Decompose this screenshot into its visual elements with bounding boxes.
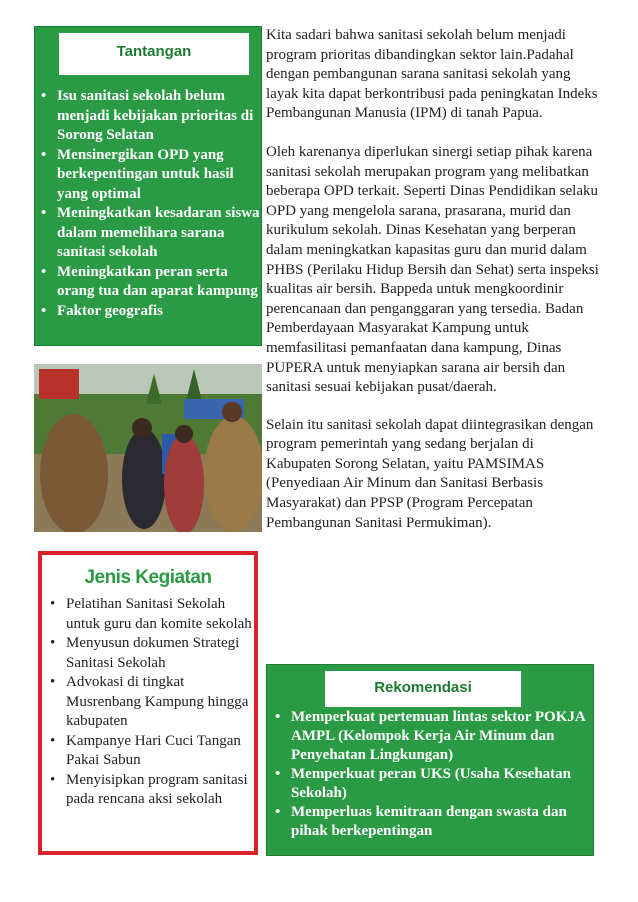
list-item: • Meningkatkan kesadaran siswa dalam memelihara sarana sanitasi sekolah [35, 204, 261, 263]
list-item: • Menyisipkan program sanitasi pada rencana aksi sekolah [44, 771, 254, 810]
list-item: • Menyusun dokumen Strategi Sanitasi Sekolah [44, 634, 254, 673]
photo-icon [34, 364, 262, 532]
list-item: • Meningkatkan peran serta orang tua dan aparat kampung [35, 263, 261, 302]
list-item: • Isu sanitasi sekolah belum menjadi kebijakan prioritas di Sorong Selatan [35, 87, 261, 146]
list-item: • Kampanye Hari Cuci Tangan Pakai Sabun [44, 732, 254, 771]
list-item: • Pelatihan Sanitasi Sekolah untuk guru dan komite sekolah [44, 595, 254, 634]
list-item: • Faktor geografis [35, 302, 261, 322]
jenis-kegiatan-title: Jenis Kegiatan [84, 567, 212, 588]
list-item: • Memperkuat peran UKS (Usaha Kesehatan Sekolah) [269, 765, 589, 803]
paragraph: Kita sadari bahwa sanitasi sekolah belum menjadi program prioritas dibandingkan sektor lain.Padahal dengan pembangunan sarana sanitasi sekolah yang layak kita dapat berkontribusi pada peningkatan Indeks Pembangunan Manusia (IPM) di tanah Papua. [266, 27, 598, 122]
jenis-kegiatan-list [44, 595, 254, 810]
jenis-kegiatan-box [38, 551, 258, 855]
tantangan-box [34, 26, 262, 346]
paragraph: Selain itu sanitasi sekolah dapat diintegrasikan dengan program pemerintah yang sedang berjalan di Kabupaten Sorong Selatan, yaitu PAMSIMAS (Penyediaan Air Minum dan Sanitasi Berbasis Masyarakat) dan PPSP (Program Percepatan Pembangunan Sanitasi Permukiman). [266, 416, 594, 531]
tantangan-title: Tantangan [59, 33, 249, 75]
main-text [266, 26, 600, 552]
paragraph: Oleh karenanya diperlukan sinergi setiap pihak karena sanitasi sekolah merupakan program yang melibatkan beberapa OPD terkait. Seperti Dinas Pendidikan selaku OPD yang mengelola sarana, prasarana, murid dan kurikulum sekolah. Dinas Kesehatan yang berperan dalam meningkatkan kapasitas guru dan murid dalam PHBS (Perilaku Hidup Bersih dan Sehat) serta inspeksi kualitas air bersih. Bappeda untuk mengkoordinir perencanaan dan penganggaran yang tersedia. Badan Pemberdayaan Masyarakat Kampung untuk memfasilitasi pemanfaatan dana kampung, Dinas PUPERA untuk menyiapkan sarana air bersih dan sanitasi sesuai kebijakan pusat/daerah. [266, 143, 599, 396]
rekomendasi-title: Rekomendasi [325, 671, 521, 707]
list-item: • Advokasi di tingkat Musrenbang Kampung hingga kabupaten [44, 673, 254, 732]
rekomendasi-box [266, 664, 594, 856]
tantangan-list [35, 87, 261, 321]
list-item: • Mensinergikan OPD yang berkepentingan untuk hasil yang optimal [35, 146, 261, 205]
list-item: • Memperkuat pertemuan lintas sektor POKJA AMPL (Kelompok Kerja Air Minum dan Penyehatan Lingkungan) [269, 708, 589, 765]
list-item: • Memperluas kemitraan dengan swasta dan pihak berkepentingan [269, 803, 589, 841]
rekomendasi-list [269, 708, 589, 841]
